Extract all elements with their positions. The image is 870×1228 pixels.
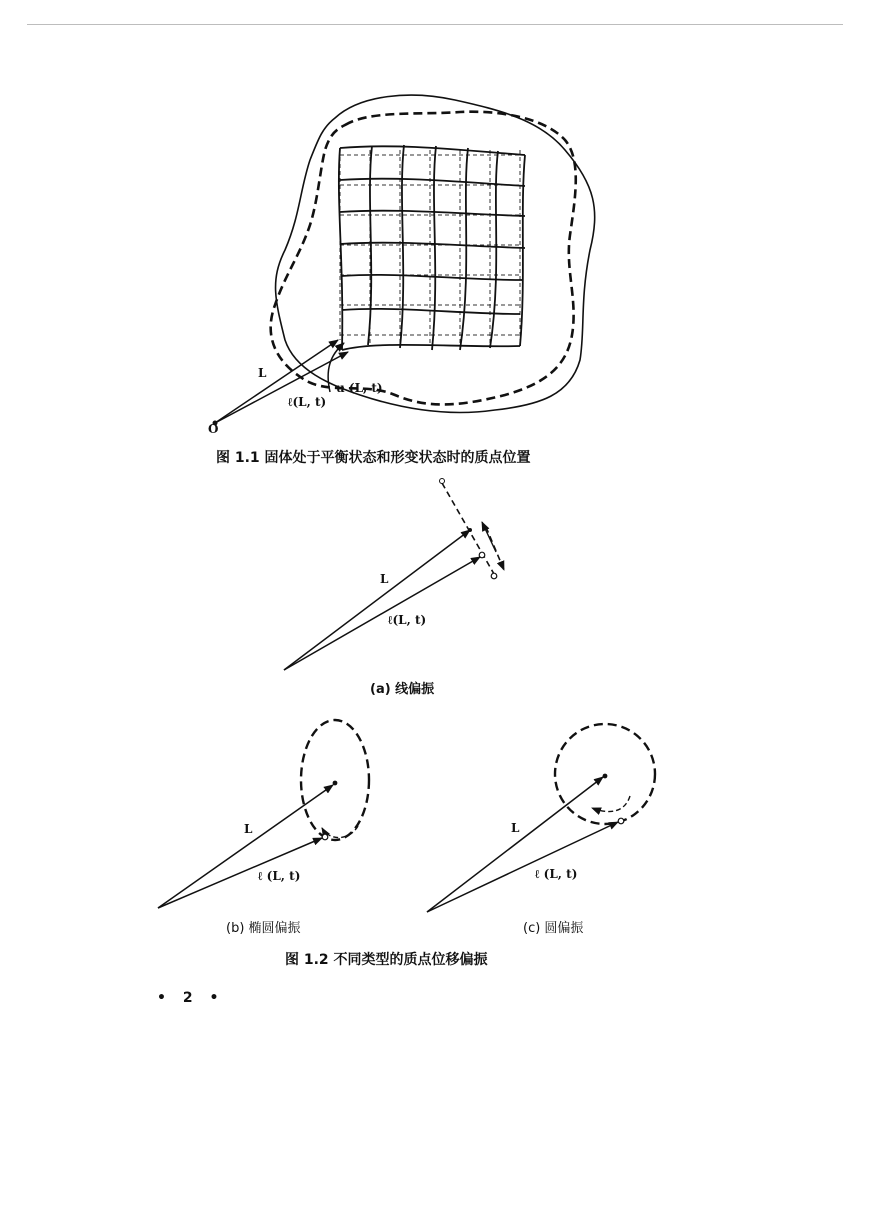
figure-1-2b-caption: (b) 椭圆偏振 [226, 921, 301, 936]
page-number: • 2 • [157, 990, 225, 1006]
deformed-grid [339, 145, 525, 350]
label-u-fig1: u (L, t) [336, 381, 383, 395]
label-L-fig2b: L [244, 822, 253, 836]
label-L-fig2c: L [511, 821, 520, 835]
label-L-fig2a: L [380, 572, 389, 586]
label-l-fig2b: ℓ (L, t) [258, 869, 301, 883]
figure-1-2c-diagram [427, 724, 655, 912]
label-l-fig2c: ℓ (L, t) [535, 867, 578, 881]
figure-1-1-caption: 图 1.1 固体处于平衡状态和形变状态时的质点位置 [216, 450, 531, 466]
vector-L [215, 340, 338, 423]
label-l-fig2a: ℓ(L, t) [388, 613, 427, 627]
label-origin: O [208, 422, 219, 436]
figure-1-2c-caption: (c) 圆偏振 [523, 921, 584, 936]
figure-1-2-caption: 图 1.2 不同类型的质点位移偏振 [285, 952, 488, 968]
figure-1-2a-caption: (a) 线偏振 [370, 682, 435, 697]
equilibrium-body-outline [271, 112, 576, 405]
label-l-fig1: ℓ(L, t) [288, 395, 327, 409]
figure-1-2a-diagram [284, 479, 504, 671]
label-L-fig1: L [258, 366, 267, 380]
